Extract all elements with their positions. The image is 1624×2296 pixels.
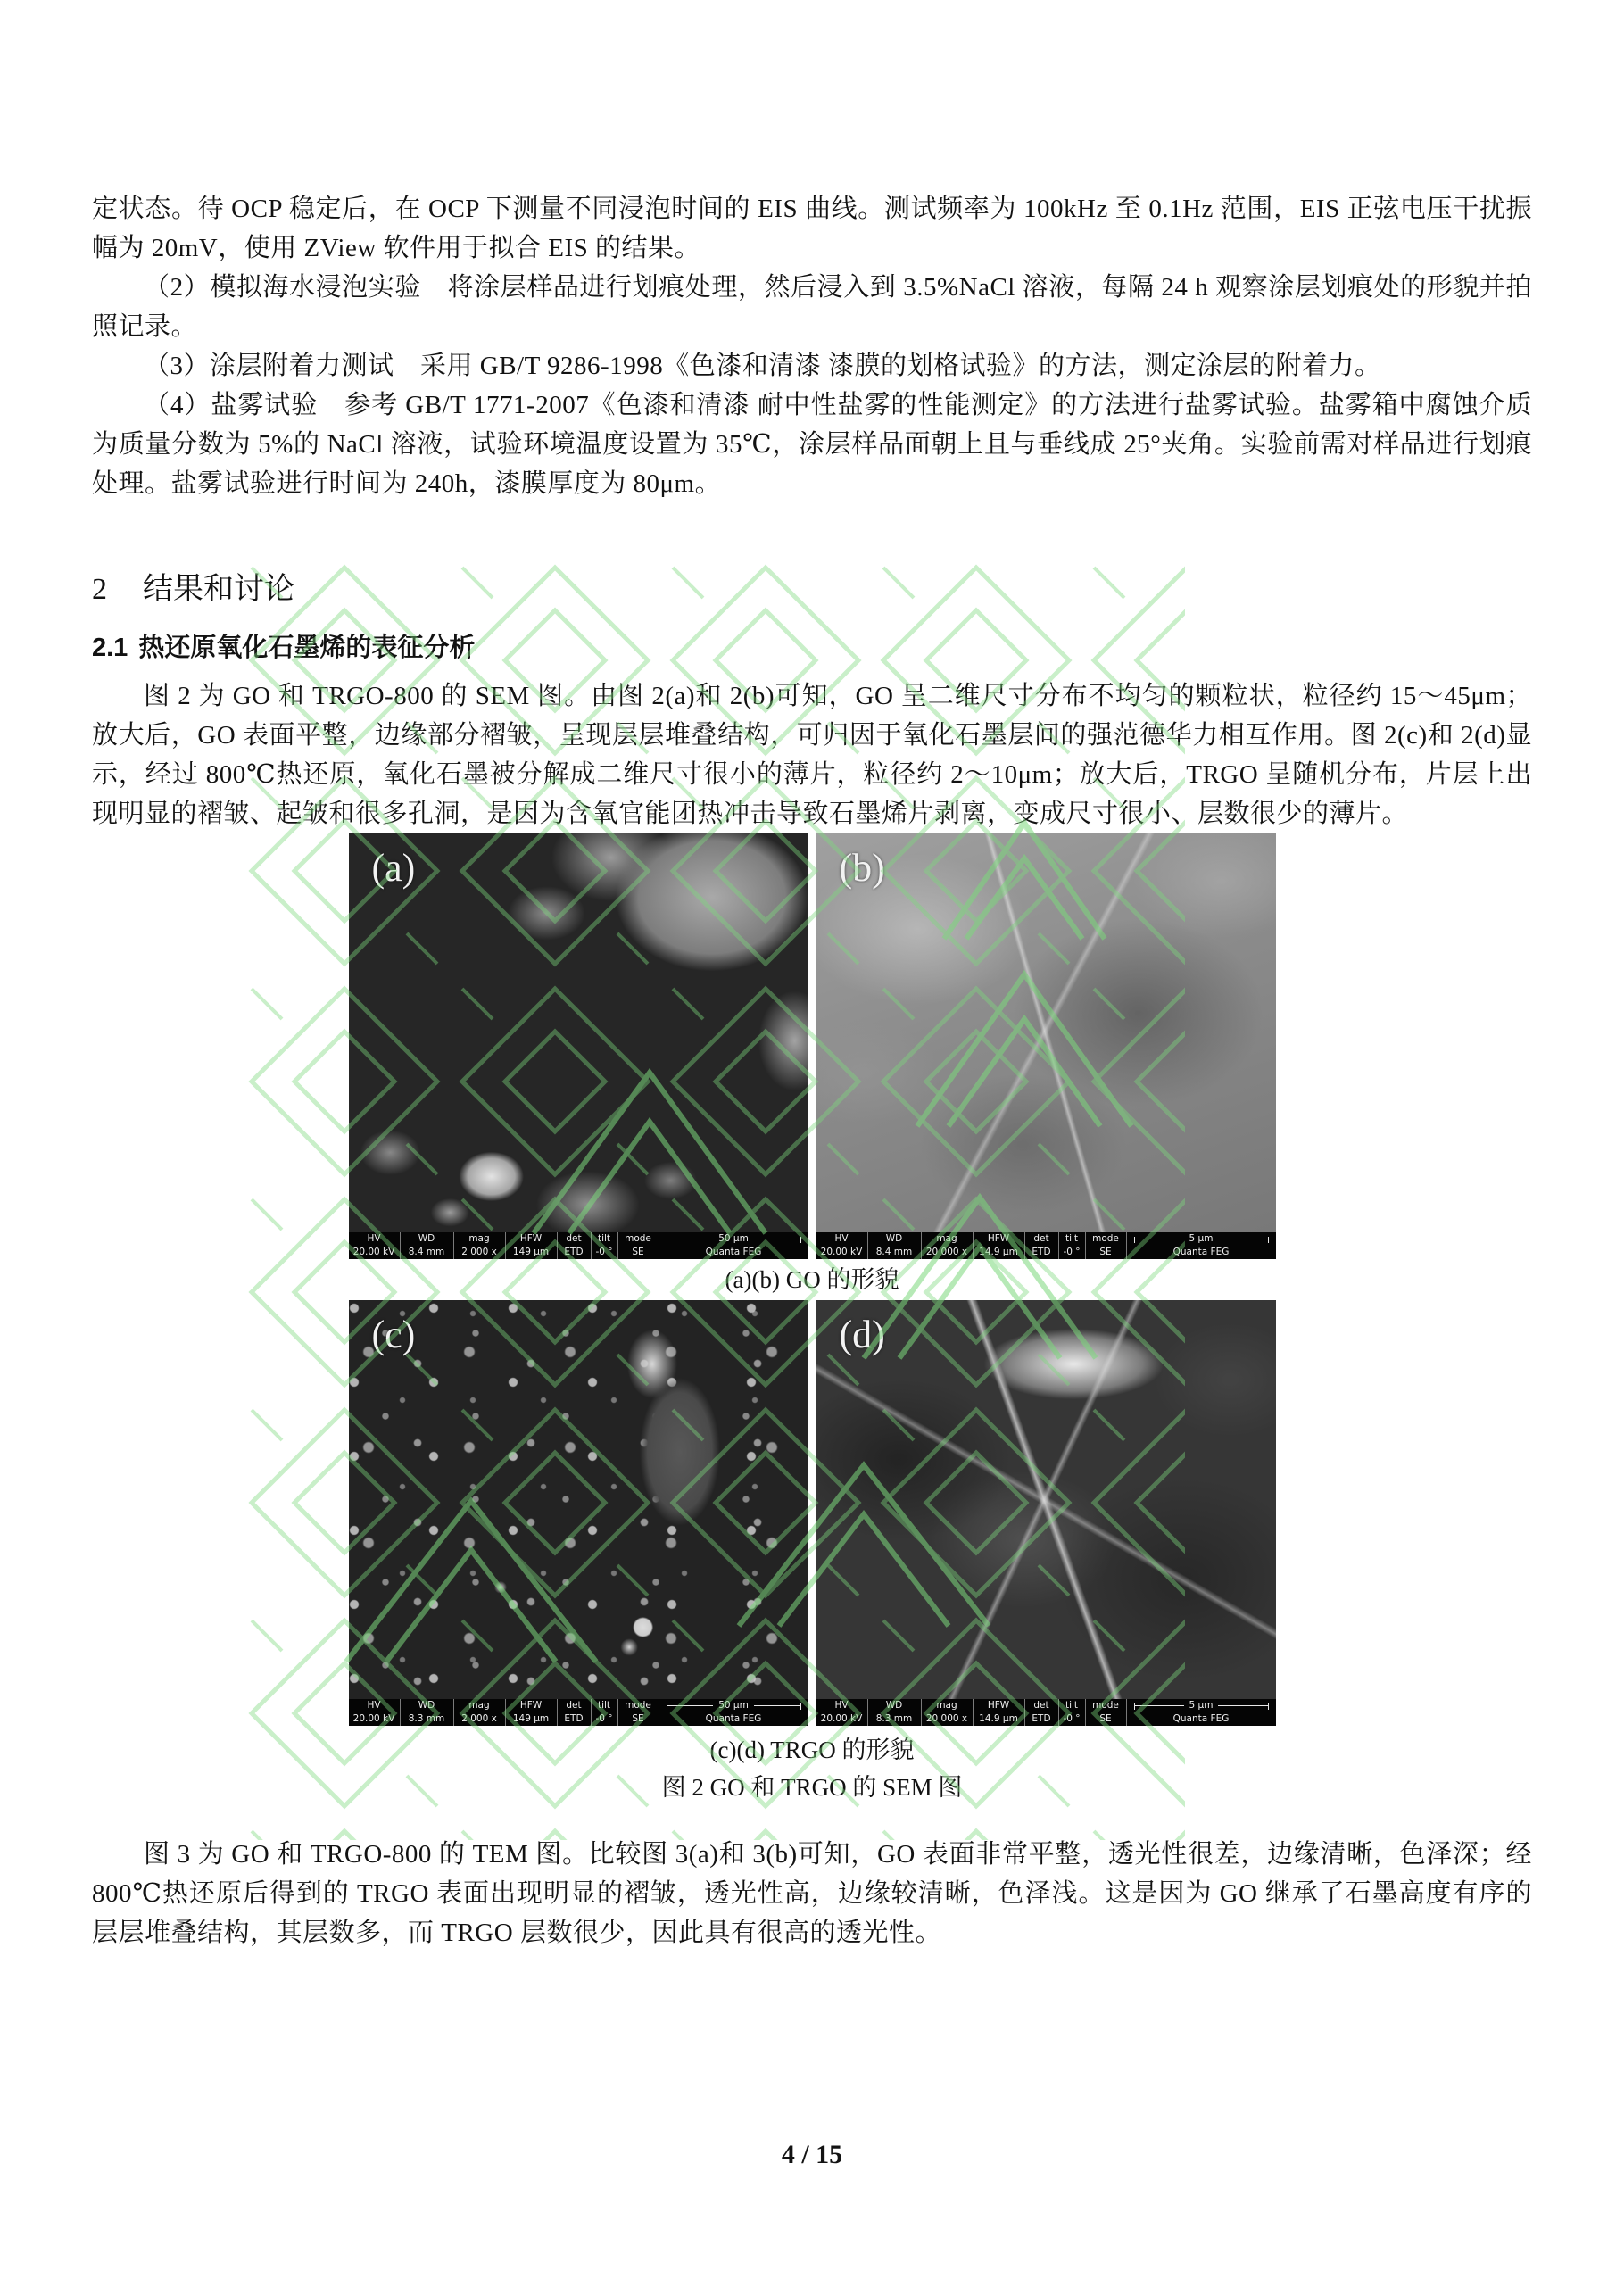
sem-label-c: (c) xyxy=(371,1313,416,1356)
sem-infobar-b: HV 20.00 kV WD 8.4 mm mag 20 000 x HFW 14.9 μm det ETD tilt -0 ° mode SE 5 μm Quanta FEG xyxy=(816,1232,1276,1259)
sem-infobar-c: HV 20.00 kV WD 8.3 mm mag 2 000 x HFW 149 μm det ETD tilt -0 ° mode SE 50 μm Quanta FEG xyxy=(349,1699,808,1726)
paragraph-figure2: 图 2 为 GO 和 TRGO-800 的 SEM 图。由图 2(a)和 2(b)可知，GO 呈二维尺寸分布不均匀的颗粒状，粒径约 15～45μm；放大后，GO 表面平整，边缘部分褶皱，呈现层层堆叠结构，可归因于氧化石墨层间的强范德华力相互作用。图 2(c)和 2(d)显示，经过 800℃热还原，氧化石墨被分解成二维尺寸很小的薄片，粒径约 2～10μm；放大后，TRGO 呈随机分布，片层上出现明显的褶皱、起皱和很多孔洞，是因为含氧官能团热冲击导致石墨烯片剥离，变成尺寸很小、层数很少的薄片。 xyxy=(92,682,1532,828)
sem-micrograph-b xyxy=(816,833,1276,1232)
paragraph-item2: （2）模拟海水浸泡实验 将涂层样品进行划痕处理，然后浸入到 3.5%NaCl 溶液，每隔 24 h 观察涂层划痕处的形貌并拍照记录。 xyxy=(92,273,1532,341)
sem-micrograph-d xyxy=(816,1300,1276,1699)
sem-image-d xyxy=(816,1300,1276,1726)
sem-row-ab xyxy=(92,833,1532,1259)
paragraph-item4: （4）盐雾试验 参考 GB/T 1771-2007《色漆和清漆 耐中性盐雾的性能测定》的方法进行盐雾试验。盐雾箱中腐蚀介质为质量分数为 5%的 NaCl 溶液，试验环境温度设置为 35℃，涂层样品面朝上且与垂线成 25°夹角。实验前需对样品进行划痕处理。盐雾试验进行时间为 240h，漆膜厚度为 80μm。 xyxy=(92,391,1532,498)
sem-image-a xyxy=(349,833,808,1259)
sem-micrograph-c xyxy=(349,1300,808,1699)
sem-image-c xyxy=(349,1300,808,1726)
sem-label-a: (a) xyxy=(371,846,416,890)
subsection-heading xyxy=(92,630,1532,666)
page-content xyxy=(92,189,1532,1952)
scalebar-c: 50 μm Quanta FEG xyxy=(659,1699,808,1726)
sem-label-d: (d) xyxy=(839,1313,885,1356)
section-number: 2 xyxy=(92,573,107,606)
paragraph-figure3: 图 3 为 GO 和 TRGO-800 的 TEM 图。比较图 3(a)和 3(b)可知，GO 表面非常平整，透光性很差，边缘清晰，色泽深；经 800℃热还原后得到的 TRGO 表面出现明显的褶皱，透光性高，边缘较清晰，色泽浅。这是因为 GO 继承了石墨高度有序的层层堆叠结构，其层数多，而 TRGO 层数很少，因此具有很高的透光性。 xyxy=(92,1840,1532,1947)
sem-micrograph-a xyxy=(349,833,808,1232)
caption-cd: (c)(d) TRGO 的形貌 xyxy=(709,1737,915,1763)
caption-ab: (a)(b) GO 的形貌 xyxy=(725,1266,899,1293)
figure2-main-caption: 图 2 GO 和 TRGO 的 SEM 图 xyxy=(661,1774,963,1801)
section-title: 结果和讨论 xyxy=(143,573,294,606)
page-number: 4 / 15 xyxy=(781,2140,843,2169)
paragraph-item3: （3）涂层附着力测试 采用 GB/T 9286-1998《色漆和清漆 漆膜的划格试验》的方法，测定涂层的附着力。 xyxy=(144,352,1381,380)
scalebar-a: 50 μm Quanta FEG xyxy=(659,1232,808,1259)
scalebar-b: 5 μm Quanta FEG xyxy=(1127,1232,1276,1259)
subsection-number: 2.1 xyxy=(92,634,128,662)
scalebar-d: 5 μm Quanta FEG xyxy=(1127,1699,1276,1726)
sem-infobar-a: HV 20.00 kV WD 8.4 mm mag 2 000 x HFW 149 μm det ETD tilt -0 ° mode SE 50 μm Quanta FEG xyxy=(349,1232,808,1259)
sem-image-b xyxy=(816,833,1276,1259)
sem-row-cd xyxy=(92,1300,1532,1726)
subsection-title: 热还原氧化石墨烯的表征分析 xyxy=(138,634,476,662)
paragraph-continuation: 定状态。待 OCP 稳定后，在 OCP 下测量不同浸泡时间的 EIS 曲线。测试频率为 100kHz 至 0.1Hz 范围，EIS 正弦电压干扰振幅为 20mV，使用 ZView 软件用于拟合 EIS 的结果。 xyxy=(92,195,1532,262)
section-heading xyxy=(92,568,1532,612)
figure-2 xyxy=(92,833,1532,1803)
sem-label-b: (b) xyxy=(839,846,885,890)
sem-infobar-d: HV 20.00 kV WD 8.3 mm mag 20 000 x HFW 14.9 μm det ETD tilt -0 ° mode SE 5 μm Quanta FEG xyxy=(816,1699,1276,1726)
